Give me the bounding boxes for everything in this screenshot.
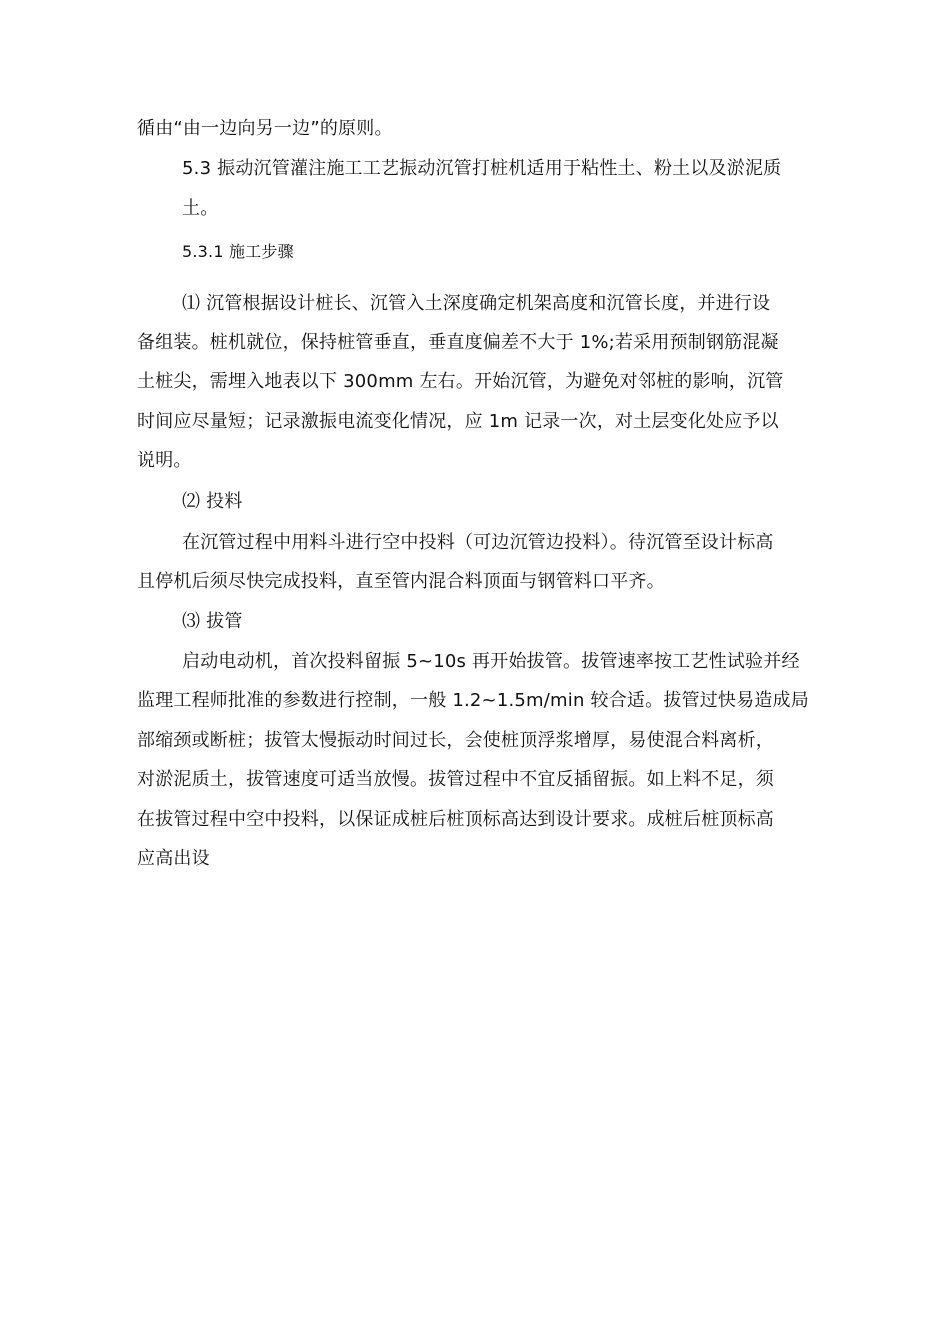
step-1-text: ⑴ 沉管根据设计桩长、沉管入土深度确定机架高度和沉管长度，并进行设	[182, 293, 771, 314]
text-line: 监理工程师批准的参数进行控制，一般 1.2~1.5m/min 较合适。拔管过快易造成局	[137, 690, 809, 711]
text-line: 部缩颈或断桩；拔管太慢振动时间过长，会使桩顶浮浆增厚，易使混合料离析，	[137, 730, 774, 751]
text-line: 备组装。桩机就位，保持桩管垂直，垂直度偏差不大于 1%;若采用预制钢筋混凝	[137, 332, 779, 353]
text-line: 且停机后须尽快完成投料，直至管内混合料顶面与钢管料口平齐。	[137, 571, 665, 592]
text-line: 土。	[182, 198, 219, 219]
step-3-heading: ⑶ 拔管	[182, 611, 243, 632]
section-5-3-heading: 5.3 振动沉管灌注施工工艺振动沉管打桩机适用于粘性土、粉土以及淤泥质	[182, 158, 782, 179]
text-line: 应高出设	[137, 848, 210, 869]
text-line: 土桩尖，需埋入地表以下 300mm 左右。开始沉管，为避免对邻桩的影响，沉管	[137, 371, 784, 392]
step-2-heading: ⑵ 投料	[182, 491, 243, 512]
text-line: 启动电动机，首次投料留振 5~10s 再开始拔管。拔管速率按工艺性试验并经	[182, 651, 800, 672]
text-line: 在沉管过程中用料斗进行空中投料（可边沉管边投料）。待沉管至设计标高	[182, 532, 774, 553]
text-line: 在拔管过程中空中投料，以保证成桩后桩顶标高达到设计要求。成桩后桩顶标高	[137, 809, 774, 830]
section-5-3-1-heading: 5.3.1 施工步骤	[182, 242, 294, 261]
text-line: 说明。	[137, 450, 192, 471]
text-line: 时间应尽量短；记录激振电流变化情况，应 1m 记录一次，对土层变化处应予以	[137, 411, 779, 432]
text-line: 对淤泥质土，拔管速度可适当放慢。拔管过程中不宜反插留振。如上料不足，须	[137, 769, 774, 790]
text-line: 循由“由一边向另一边”的原则。	[137, 118, 393, 139]
